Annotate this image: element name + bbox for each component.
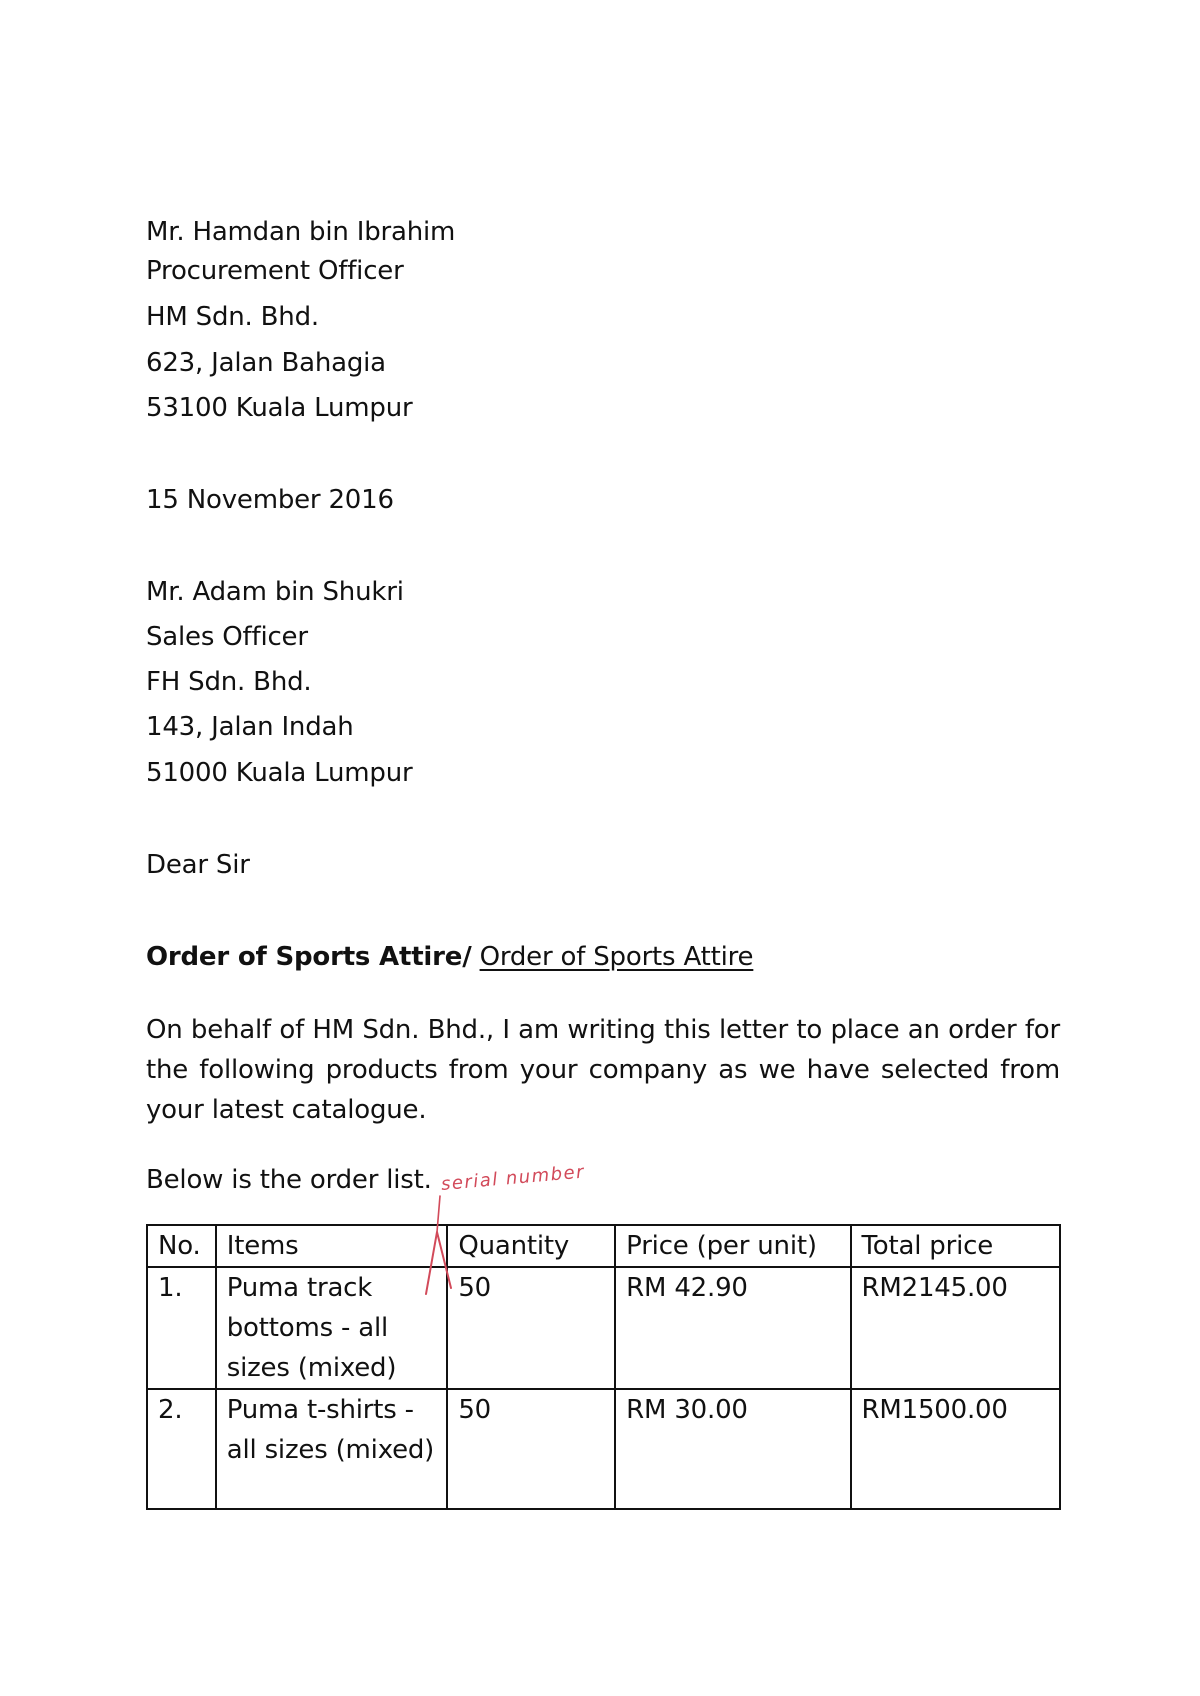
sender-address-line2: 53100 Kuala Lumpur: [146, 393, 413, 423]
row-no: 2.: [147, 1389, 216, 1509]
sender-address-line1: 623, Jalan Bahagia: [146, 348, 386, 378]
header-total: Total price: [851, 1225, 1060, 1267]
subject-bold: Order of Sports Attire/: [146, 942, 472, 972]
row-price: RM 42.90: [615, 1267, 850, 1389]
order-table: [146, 1224, 1061, 1510]
row-price: RM 30.00: [615, 1389, 850, 1509]
sender-title: Procurement Officer: [146, 256, 404, 286]
table-header-row: [147, 1225, 1060, 1267]
body-paragraph-2: Below is the order list.: [146, 1165, 432, 1195]
annotation-serial-number: serial number: [440, 1161, 586, 1195]
row-item: Puma t-shirts - all sizes (mixed): [216, 1389, 448, 1509]
row-quantity: 50: [447, 1389, 615, 1509]
header-price: Price (per unit): [615, 1225, 850, 1267]
row-quantity: 50: [447, 1267, 615, 1389]
sender-company: HM Sdn. Bhd.: [146, 302, 319, 332]
row-total: RM1500.00: [851, 1389, 1060, 1509]
body-paragraph-1: On behalf of HM Sdn. Bhd., I am writing this letter to place an order for the following products from your company as we have selected from your latest catalogue.: [146, 1015, 1060, 1125]
table-row: [147, 1389, 1060, 1509]
recipient-address-line1: 143, Jalan Indah: [146, 712, 354, 742]
sender-name: Mr. Hamdan bin Ibrahim: [146, 217, 456, 247]
row-item: Puma track bottoms - all sizes (mixed): [216, 1267, 448, 1389]
letter-date: 15 November 2016: [146, 485, 394, 515]
header-quantity: Quantity: [447, 1225, 615, 1267]
table-row: [147, 1267, 1060, 1389]
recipient-title: Sales Officer: [146, 622, 308, 652]
subject-underlined: Order of Sports Attire: [479, 942, 754, 972]
header-items: Items: [216, 1225, 448, 1267]
row-total: RM2145.00: [851, 1267, 1060, 1389]
header-no: No.: [147, 1225, 216, 1267]
row-no: 1.: [147, 1267, 216, 1389]
subject-line: [146, 941, 753, 973]
salutation: Dear Sir: [146, 850, 250, 880]
recipient-address-line2: 51000 Kuala Lumpur: [146, 758, 413, 788]
recipient-company: FH Sdn. Bhd.: [146, 667, 312, 697]
recipient-name: Mr. Adam bin Shukri: [146, 577, 404, 607]
